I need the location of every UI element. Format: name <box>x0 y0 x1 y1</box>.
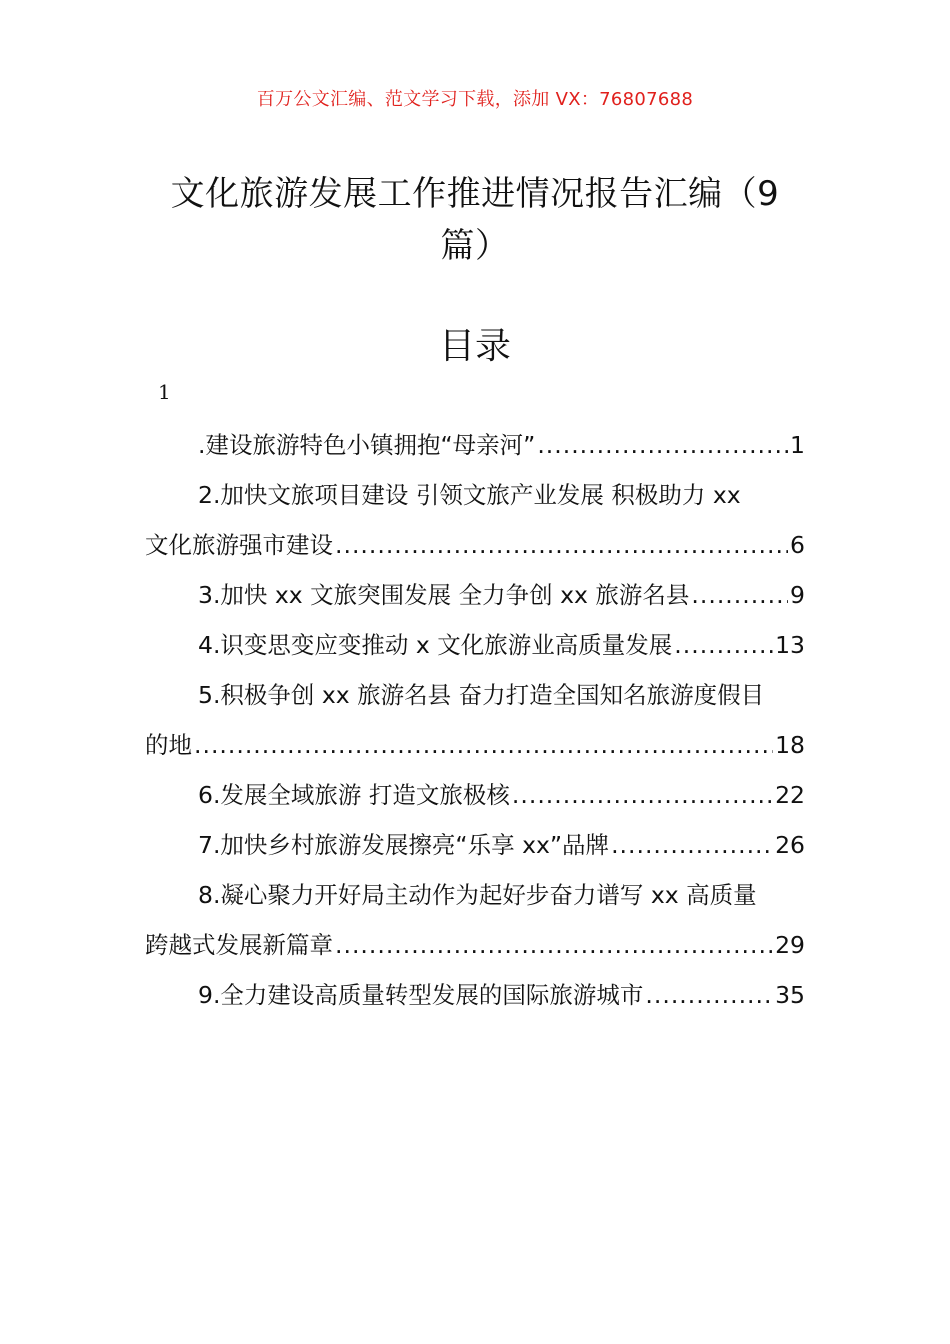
toc-entry-page: 22 <box>775 781 805 809</box>
toc-entry-page: 18 <box>775 731 805 759</box>
toc-entry-page: 6 <box>790 531 805 559</box>
toc-entry-page: 13 <box>775 631 805 659</box>
toc-entry[interactable] <box>145 470 805 570</box>
toc-entry[interactable] <box>145 420 805 470</box>
toc-entry-title: 9.全力建设高质量转型发展的国际旅游城市 <box>198 981 644 1009</box>
toc-entry-title: 5.积极争创 xx 旅游名县 奋力打造全国知名旅游度假目 <box>198 681 765 709</box>
toc-heading: 目录 <box>438 326 511 367</box>
toc-leader-dots <box>674 620 773 670</box>
document-title <box>150 168 800 272</box>
toc-leader-dots <box>335 520 788 570</box>
toc-entry[interactable] <box>145 770 805 820</box>
toc-entry[interactable] <box>145 670 805 770</box>
toc-entry[interactable] <box>145 570 805 620</box>
header-promo-note: 百万公文汇编、范文学习下载，添加 VX：76807688 <box>256 89 694 110</box>
toc-entry-title: 8.凝心聚力开好局主动作为起好步奋力谱写 xx 高质量 <box>198 881 757 909</box>
toc-leader-dots <box>335 920 773 970</box>
toc-entry-title-continued: 文化旅游强市建设 <box>145 531 333 559</box>
toc-leader-dots <box>512 770 773 820</box>
toc-entry-page: 1 <box>790 431 805 459</box>
toc-entry-page: 35 <box>775 981 805 1009</box>
toc-leader-dots <box>537 420 788 470</box>
toc-leader-dots <box>691 570 788 620</box>
toc-entry-page: 29 <box>775 931 805 959</box>
toc-entry-page: 26 <box>775 831 805 859</box>
toc-entry-title: 6.发展全域旅游 打造文旅极核 <box>198 781 510 809</box>
toc-leader-dots <box>194 720 773 770</box>
toc-entry-title-continued: 跨越式发展新篇章 <box>145 931 333 959</box>
toc-entry[interactable] <box>145 970 805 1020</box>
toc-entry-title-continued: 的地 <box>145 731 192 759</box>
toc-entry[interactable] <box>145 870 805 970</box>
toc-leader-dots <box>645 970 773 1020</box>
table-of-contents <box>145 420 805 1020</box>
toc-entry-title: 3.加快 xx 文旅突围发展 全力争创 xx 旅游名县 <box>198 581 690 609</box>
toc-entry-title: 4.识变思变应变推动 x 文化旅游业高质量发展 <box>198 631 673 659</box>
toc-entry-page: 9 <box>790 581 805 609</box>
toc-entry-title: 7.加快乡村旅游发展擦亮“乐享 xx”品牌 <box>198 831 610 859</box>
toc-leader-dots <box>611 820 773 870</box>
toc-entry[interactable] <box>145 620 805 670</box>
title-line-1: 文化旅游发展工作推进情况报告汇编（9 <box>170 174 780 214</box>
toc-entry[interactable] <box>145 820 805 870</box>
toc-entry-title: 2.加快文旅项目建设 引领文旅产业发展 积极助力 xx <box>198 481 741 509</box>
title-line-2: 篇） <box>440 226 510 266</box>
toc-entry-title: .建设旅游特色小镇拥抱“母亲河” <box>198 431 536 459</box>
page-marker: 1 <box>158 380 171 404</box>
